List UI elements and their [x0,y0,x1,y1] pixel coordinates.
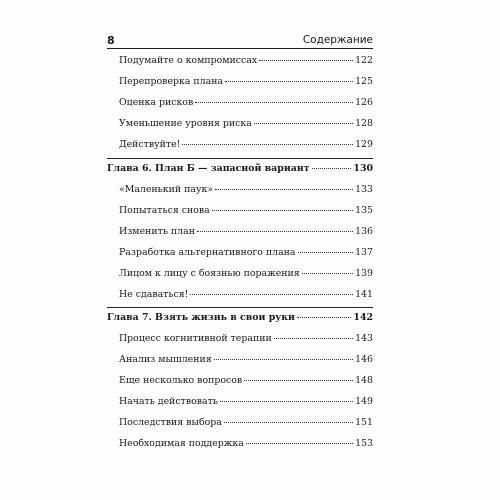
dot-leader [254,123,353,124]
toc-entry [119,289,373,301]
toc-entry [119,184,373,196]
toc-entry-page: 128 [355,118,373,129]
toc-entry-title: Оценка рисков [119,97,194,108]
toc-entry-title: Еще несколько вопросов [119,375,243,386]
toc-chapter-page: 142 [353,312,373,323]
header-rule [107,48,373,49]
toc-chapter-page: 130 [353,163,373,174]
toc-entry [119,205,373,217]
toc-entry-page: 126 [355,97,373,108]
dot-leader [215,189,353,190]
toc-entry-page: 129 [355,139,373,150]
toc-entry [119,333,373,345]
dot-leader [312,168,352,169]
dot-leader [244,380,353,381]
dot-leader [220,401,353,402]
toc-entry-title: Необходимая поддержка [119,438,244,449]
toc-entry-title: Попытаться снова [119,205,210,216]
running-head: Содержание [302,34,373,46]
toc-entry-title: Уменьшение уровня риска [119,118,252,129]
toc-entry-page: 133 [355,184,373,195]
toc-entry [119,55,373,67]
toc-entry-page: 153 [355,438,373,449]
dot-leader [246,443,353,444]
toc-entry-title: Анализ мышления [119,354,212,365]
toc-entry-page: 139 [355,268,373,279]
toc-entry-page: 141 [355,289,373,300]
dot-leader [225,81,353,82]
dot-leader [297,317,351,318]
toc-entry [119,438,373,450]
toc-entry [119,396,373,408]
toc-entry [119,139,373,151]
toc-chapter [107,163,373,175]
toc-entry [119,247,373,259]
toc-entry [119,268,373,280]
page-header [107,34,373,48]
toc-chapter-title: Глава 6. План Б — запасной вариант [107,163,310,174]
toc-entry-title: Разработка альтернативного плана [119,247,296,258]
toc-entry-page: 135 [355,205,373,216]
toc-entry-page: 149 [355,396,373,407]
toc-entry-page: 122 [355,55,373,66]
toc-entry [119,417,373,429]
dot-leader [274,338,353,339]
dot-leader [298,252,354,253]
section-divider [107,158,373,159]
page-number: 8 [107,34,115,47]
toc-entry-page: 151 [355,417,373,428]
toc-entry-title: Перепроверка плана [119,76,224,87]
toc-entry-title: Не сдаваться! [119,289,189,300]
toc-entry-title: Действуйте! [119,139,181,150]
toc-entry [119,97,373,109]
toc-entry-title: «Маленький паук» [119,184,214,195]
toc-entry-page: 137 [355,247,373,258]
toc-chapter [107,312,373,324]
dot-leader [182,144,353,145]
toc-entry-page: 148 [355,375,373,386]
toc-entry [119,354,373,366]
dot-leader [214,359,353,360]
dot-leader [190,294,353,295]
toc-entry-title: Лицом к лицу с боязнью поражения [119,268,300,279]
dot-leader [195,102,353,103]
toc-entry [119,375,373,387]
dot-leader [212,210,353,211]
toc-entry-page: 143 [355,333,373,344]
section-divider [107,307,373,308]
toc-entry [119,226,373,238]
dot-leader [197,231,353,232]
dot-leader [302,273,353,274]
toc-entry-title: Изменить план [119,226,195,237]
dot-leader [224,422,353,423]
toc-entry [119,76,373,88]
toc-entry-title: Процесс когнитивной терапии [119,333,272,344]
toc-entry-title: Последствия выбора [119,417,222,428]
toc-entry-page: 146 [355,354,373,365]
toc-entry-title: Подумайте о компромиссах [119,55,258,66]
toc-chapter-title: Глава 7. Взять жизнь в свои руки [107,312,295,323]
toc-entry-page: 125 [355,76,373,87]
toc-entry [119,118,373,130]
toc-entry-page: 136 [355,226,373,237]
dot-leader [259,60,353,61]
toc-entry-title: Начать действовать [119,396,218,407]
